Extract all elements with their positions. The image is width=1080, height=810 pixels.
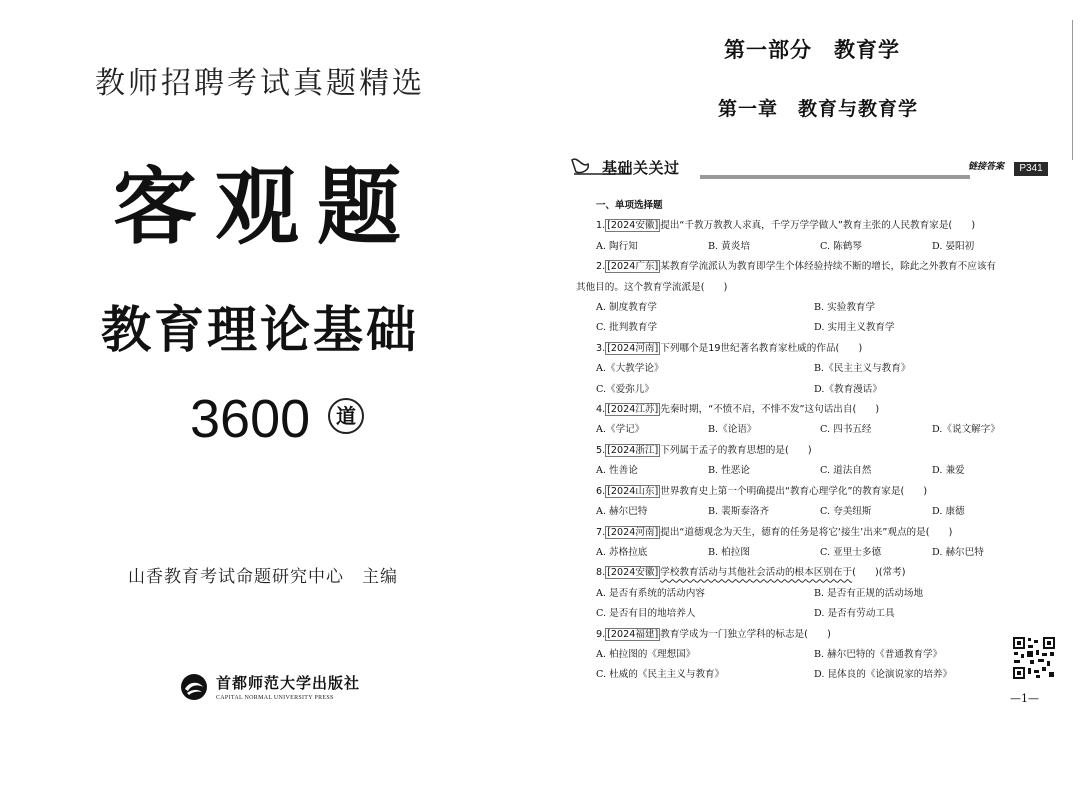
cover-subtitle: 教师招聘考试真题精选 [95,66,425,101]
option: B.《论语》 [708,424,757,436]
question-source-tag: [2024福建] [607,628,659,640]
content-page [540,0,1080,810]
option: A.《大教学论》 [596,363,664,375]
question-source-tag: [2024浙江] [607,444,659,456]
option: C. 批判教育学 [596,322,658,334]
question-stem: 7. [2024河南] 提出“道德观念为天生，德育的任务是将它‘接生’出来”观点的是( ) [596,526,953,538]
key-phrase-underlined: 学校教育活动与其他社会活动的根本区别在于 [660,567,853,579]
option: C. 是否有目的地培养人 [596,608,696,620]
option: D. 赫尔巴特 [932,546,984,558]
question-source-tag: [2024河南] [607,342,659,354]
question-stem: 1. [2024安徽] 提出“千教万教教人求真，千学万学学做人”教育主张的人民教育家是( ) [596,220,976,232]
option: C. 陈鹤琴 [820,240,862,252]
question-source-tag: [2024河南] [607,526,659,538]
cover-editor: 山香教育考试命题研究中心 主编 [128,567,398,587]
option: A. 陶行知 [596,240,638,252]
option: C. 亚里士多德 [820,546,882,558]
question-list [576,196,1066,686]
question-options [576,543,1066,563]
option: D. 昆体良的《论演说家的培养》 [814,669,953,681]
question-stem: 9. [2024福建] 教育学成为一门独立学科的标志是( ) [596,628,831,640]
question-source-tag: [2024安徽] [607,567,659,579]
answer-page-ref: P341 [1014,162,1048,176]
chapter-title: 第一章 教育与教育学 [718,98,919,120]
publisher-mark [180,672,360,701]
question-stem: 5. [2024浙江] 下列属于孟子的教育思想的是( ) [596,444,812,456]
publisher-name: 首都师范大学出版社 [216,674,361,692]
option: A.《学记》 [596,424,645,436]
cover-count-unit: 道 [328,398,364,434]
option: D. 兼爱 [932,465,965,477]
option: D. 实用主义教育学 [814,322,895,334]
option: B. 裴斯泰洛齐 [708,506,770,518]
question-stem-continued: 其他目的。这个教育学流派是( ) [576,281,728,293]
question-stem: 3. [2024河南] 下列哪个是19世纪著名教育家杜威的作品( ) [596,342,863,354]
question-options [576,380,1066,400]
question-options [576,318,1066,338]
option: D. 晏阳初 [932,240,975,252]
question-stem: 8. [2024安徽] 学校教育活动与其他社会活动的根本区别在于( )(常考) [596,567,906,579]
question-options [576,461,1066,481]
option: C. 夸美纽斯 [820,506,872,518]
answer-link-label: 链接答案 [968,162,1005,172]
question-options [576,604,1066,624]
cover-question-count: 3600 [190,389,311,449]
option: A. 制度教育学 [596,302,657,314]
question-options [576,237,1066,257]
option: C.《爱弥儿》 [596,383,655,395]
option: B. 性恶论 [708,465,750,477]
option: C. 四书五经 [820,424,872,436]
part-title: 第一部分 教育学 [724,38,900,62]
option: A. 柏拉图的《理想国》 [596,648,696,660]
question-stem: 2. [2024广东] 某教育学流派认为教育即学生个体经验持续不断的增长，除此之外教育不应该有 [596,261,997,273]
question-source-tag: [2024江苏] [607,404,659,416]
option: B.《民主主义与教育》 [814,363,911,375]
option: B. 柏拉图 [708,546,750,558]
option: D. 康德 [932,506,965,518]
option: C. 道法自然 [820,465,872,477]
question-options [576,420,1066,440]
publisher-logo-icon [180,673,208,701]
qr-code-icon [1012,636,1056,680]
question-source-tag: [2024山东] [607,485,659,497]
page-number: —1— [1010,692,1039,705]
question-stem: 4. [2024江苏] 先秦时期，“不愤不启，不悱不发”这句话出自( ) [596,404,880,416]
option: A. 是否有系统的活动内容 [596,587,705,599]
cover-subject-title: 教育理论基础 [101,301,419,359]
option: A. 赫尔巴特 [596,506,648,518]
question-options [576,298,1066,318]
option: A. 性善论 [596,465,638,477]
option: C. 杜威的《民主主义与教育》 [596,669,725,681]
question-type-heading: 一、单项选择题 [596,200,663,211]
question-options [576,584,1066,604]
question-source-tag: [2024安徽] [607,220,659,232]
option: B. 黄炎培 [708,240,750,252]
question-options [576,645,1066,665]
option: B. 赫尔巴特的《普通教育学》 [814,648,943,660]
question-options [576,665,1066,685]
publisher-name-english: CAPITAL NORMAL UNIVERSITY PRESS [216,695,334,701]
option: A. 苏格拉底 [596,546,648,558]
page-edge-divider [1072,20,1073,160]
question-source-tag: [2024广东] [607,261,659,273]
option: D.《说文解字》 [932,424,1000,436]
cover-main-title: 客观题 [112,157,419,256]
option: D. 是否有劳动工具 [814,608,895,620]
question-stem: 6. [2024山东] 世界教育史上第一个明确提出“教育心理学化”的教育家是( ) [596,485,928,497]
option: B. 是否有正规的活动场地 [814,587,924,599]
question-options [576,502,1066,522]
option: B. 实验教育学 [814,302,876,314]
question-options [576,359,1066,379]
option: D.《教育漫话》 [814,383,882,395]
section-title: 基础关关过 [602,159,680,177]
